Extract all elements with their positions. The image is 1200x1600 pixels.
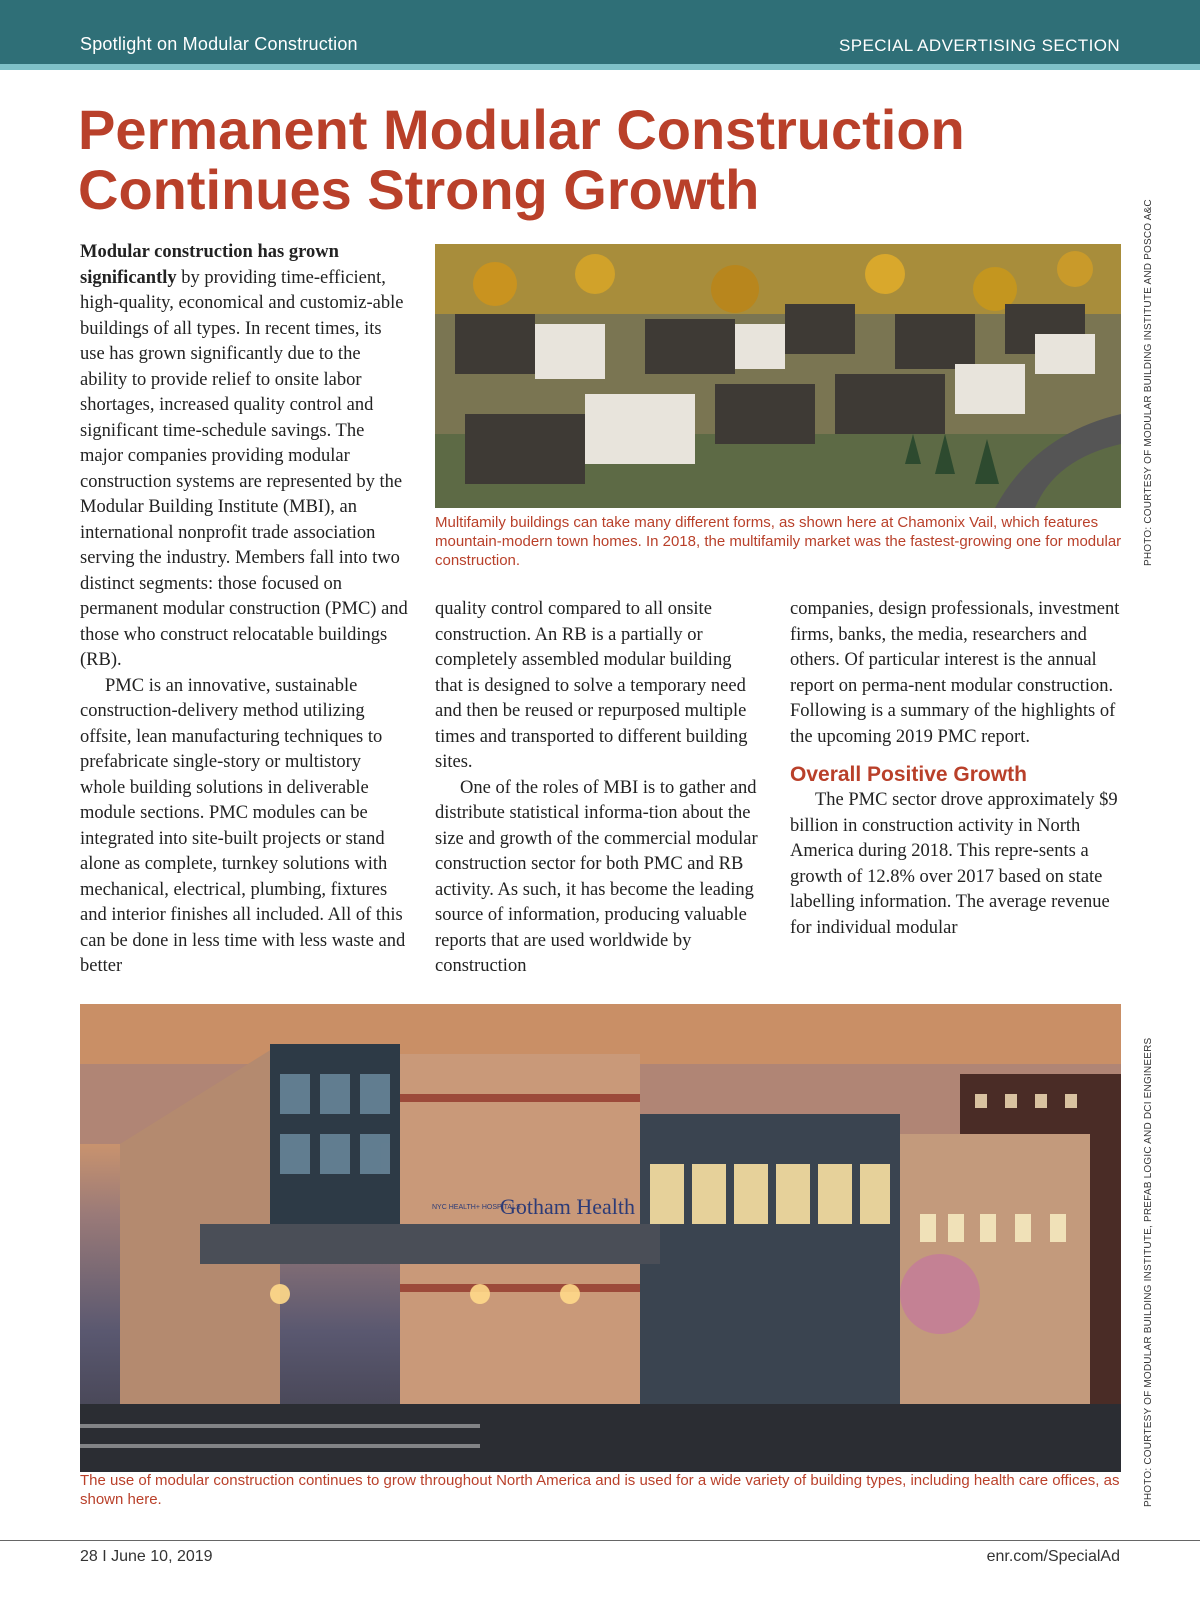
health-building-photo-credit: PHOTO: COURTESY OF MODULAR BUILDING INSTITUTE, PREFAB LOGIC AND DCI ENGINEERS (1143, 1037, 1154, 1507)
health-building-illustration (80, 1004, 1121, 1472)
townhomes-photo-credit: PHOTO: COURTESY OF MODULAR BUILDING INSTITUTE AND POSCO A&C (1143, 199, 1154, 566)
paragraph-3: One of the roles of MBI is to gather and distribute statistical informa-tion about the size and growth of the commercial modular construction sector for both PMC and RB activity. As such, it has become the leading source of information, producing valuable reports that are used worldwide by construction (435, 777, 758, 976)
headline-line-2: Continues Strong Growth (78, 158, 760, 221)
paragraph-4: The PMC sector drove approximately $9 billion in construction activity in North America during 2018. This repre-sents a growth of 12.8% over 2017 based on state labelling information. The average revenue for individual modular (790, 790, 1118, 938)
section-title: Spotlight on Modular Construction (80, 34, 358, 54)
lead-bold-text: Modular construction has grown significantly (80, 242, 339, 288)
advertising-label: SPECIAL ADVERTISING SECTION (839, 36, 1120, 55)
column-middle (435, 597, 763, 980)
footer-rule (0, 1540, 1200, 1541)
paragraph-1 (80, 240, 408, 674)
headline-line-1: Permanent Modular Construction (78, 98, 965, 161)
footer-url[interactable]: enr.com/SpecialAd (986, 1548, 1120, 1565)
page-info: 28 I June 10, 2019 (80, 1548, 213, 1565)
paragraph-3-continued: companies, design professionals, investment firms, banks, the media, researchers and others. Of particular interest is the annual report on perma-nent modular construction. Following is a summary of the highlights of the upcoming 2019 PMC report. (790, 599, 1120, 747)
nyc-health-sign: NYC HEALTH+ HOSPITALS (432, 1204, 521, 1211)
column-left (80, 240, 408, 980)
townhomes-photo (435, 244, 1121, 508)
townhomes-caption: Multifamily buildings can take many different forms, as shown here at Chamonix Vail, which features mountain-modern town homes. In 2018, the multifamily market was the fastest-growing one for modular construction. (435, 514, 1122, 569)
paragraph-2: PMC is an innovative, sustainable construction-delivery method utilizing offsite, lean manufacturing techniques to prefabricate single-story or multistory whole building solutions in deliverable module sections. PMC modules can be integrated into site-built projects or stand alone as complete, turnkey solutions with mechanical, electrical, plumbing, fixtures and interior finishes all included. All of this can be done in less time with less waste and better (80, 675, 406, 976)
townhomes-illustration (435, 244, 1121, 508)
column-right (790, 597, 1120, 941)
subhead: Overall Positive Growth (790, 763, 1027, 786)
paragraph-1-rest: by providing time-efficient, high-quality, economical and customiz-able buildings of all types. In recent times, its use has grown significantly due to the ability to provide relief to onsite labor shortages, increased quality control and significant time-schedule savings. The major companies providing modular construction systems are represented by the Modular Building Institute (MBI), an international nonprofit trade association serving the industry. Members fall into two distinct segments: those focused on permanent modular construction (PMC) and those who construct relocatable buildings (RB). (80, 267, 408, 670)
health-building-photo (80, 1004, 1121, 1472)
headline (78, 100, 1078, 220)
gotham-health-sign: Gotham Health (500, 1194, 636, 1219)
health-building-caption: The use of modular construction continues to grow throughout North America and is used for a wide variety of building types, including health care offices, as shown here. (80, 1472, 1120, 1508)
paragraph-2-continued: quality control compared to all onsite construction. An RB is a partially or completely assembled modular building that is designed to solve a temporary need and then be reused or repurposed multiple times and transported to different building sites. (435, 599, 748, 772)
